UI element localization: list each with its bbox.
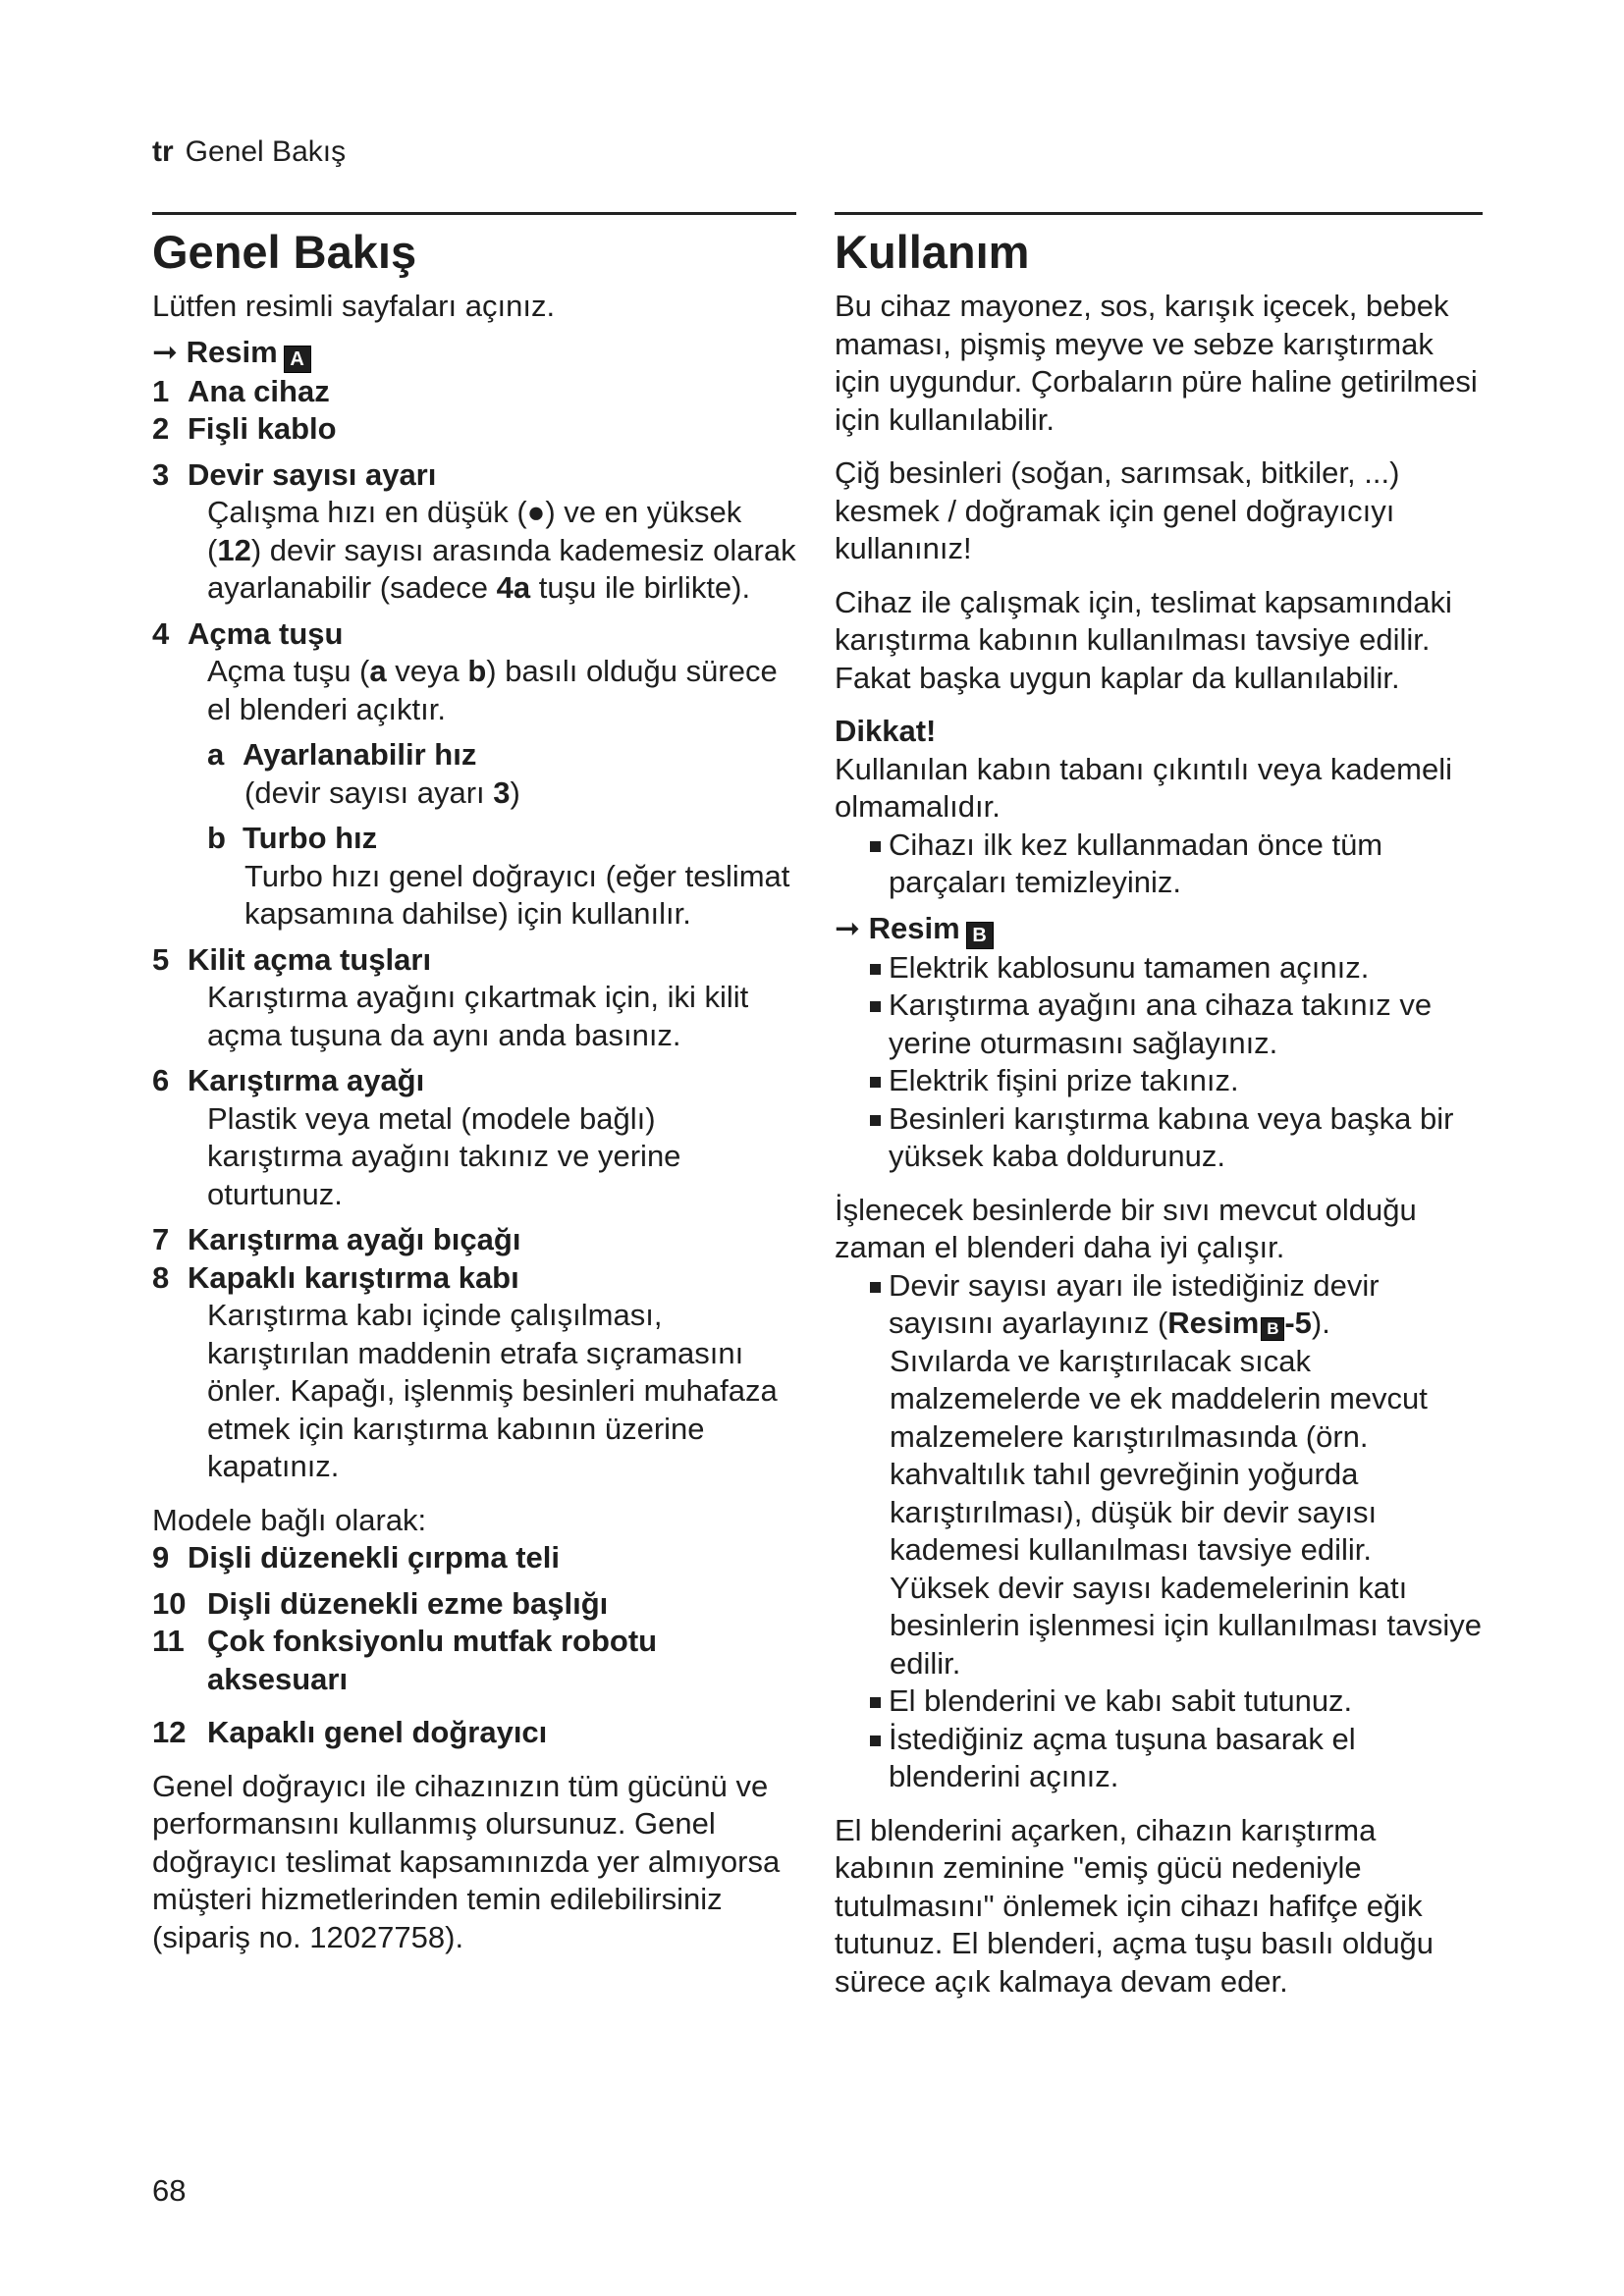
list-item: 5 Kilit açma tuşları xyxy=(152,941,432,977)
sub-item-description: (devir sayısı ayarı 3) xyxy=(244,774,520,810)
bullet-square-icon xyxy=(870,841,881,852)
intro-text: Lütfen resimli sayfaları açınız. xyxy=(152,289,556,323)
bullet-square-icon xyxy=(870,1282,881,1293)
sub-item: a Ayarlanabilir hız xyxy=(207,737,477,772)
bullet-item: Cihazı ilk kez kullanmadan önce tüm parçaları temizleyiniz. xyxy=(835,827,1483,902)
page-header xyxy=(152,135,346,169)
list-item: 10 Dişli düzenekli ezme başlığı xyxy=(152,1585,609,1621)
paragraph: Bu cihaz mayonez, sos, karışık içecek, bebek maması, pişmiş meyve ve sebze karıştırmak için uygundur. Çorbaların püre haline getirilmesi için kullanılabilir. xyxy=(835,289,1478,437)
bullet-continuation: Sıvılarda ve karıştırılacak sıcak malzemelerde ve ek maddelerin mevcut malzemelere karıştırılmasında (örn. kahvaltılık tahıl gevreğinin yoğurda karıştırılması), düşük bir devir sayısı kademesi kullanılması tavsiye edilir. xyxy=(890,1343,1428,1567)
language-code: tr xyxy=(152,135,174,168)
figure-reference: ➞ Resim A xyxy=(152,334,796,373)
bullet-item: Elektrik kablosunu tamamen açınız. xyxy=(835,949,1483,988)
paragraph: Çiğ besinleri (soğan, sarımsak, bitkiler, ...) kesmek / doğramak için genel doğrayıcıyı kullanınız! xyxy=(835,455,1400,565)
list-item: 9 Dişli düzenekli çırpma teli xyxy=(152,1540,561,1575)
paragraph: Cihaz ile çalışmak için, teslimat kapsamındaki karıştırma kabının kullanılması tavsiye edilir. Fakat başka uygun kaplar da kullanılabilir. xyxy=(835,584,1452,695)
bullet-square-icon xyxy=(870,1697,881,1708)
bullet-item: Elektrik fişini prize takınız. xyxy=(835,1062,1483,1100)
item-description: Açma tuşu (a veya b) basılı olduğu sürece el blenderi açıktır. xyxy=(207,654,778,726)
bullet-item: İstediğiniz açma tuşuna basarak el blenderini açınız. xyxy=(835,1721,1483,1796)
item-description: Karıştırma kabı içinde çalışılması, karıştırılan maddenin etrafa sıçramasını önler. Kapağı, işlenmiş besinleri muhafaza etmek için karıştırma kabının üzerine kapatınız. xyxy=(207,1298,778,1483)
item-description: Karıştırma ayağını çıkartmak için, iki kilit açma tuşuna da aynı anda basınız. xyxy=(207,980,749,1052)
list-item: 11 Çok fonksiyonlu mutfak robotu aksesuarı xyxy=(152,1624,658,1696)
section-heading: Genel Bakış xyxy=(152,226,417,278)
paragraph: El blenderini açarken, cihazın karıştırma kabının zeminine "emiş gücü nedeniyle tutulmasını" önlemek için cihazı hafifçe eğik tutunuz. El blenderi, açma tuşu basılı olduğu sürece açık kalmaya devam eder. xyxy=(835,1812,1435,1999)
bullet-square-icon xyxy=(870,1001,881,1012)
bullet-continuation: Yüksek devir sayısı kademelerinin katı besinlerin işlenmesi için kullanılması tavsiye edilir. xyxy=(890,1570,1483,1681)
paragraph: İşlenecek besinlerde bir sıvı mevcut olduğu zaman el blenderi daha iyi çalışır. xyxy=(835,1192,1417,1264)
bullet-square-icon xyxy=(870,964,881,975)
right-column xyxy=(835,212,1483,2001)
list-item: 4 Açma tuşu xyxy=(152,615,344,651)
page-number: 68 xyxy=(152,2173,187,2208)
closing-paragraph: Genel doğrayıcı ile cihazınızın tüm gücünü ve performansını kullanmış olursunuz. Genel doğrayıcı teslimat kapsamınızda yer almıyorsa müşteri hizmetlerinden temin edilebilirsiniz (sipariş no. 12027758). xyxy=(152,1768,781,1954)
list-item: 6 Karıştırma ayağı xyxy=(152,1063,425,1097)
bullet-square-icon xyxy=(870,1115,881,1126)
item-description: Çalışma hızı en düşük (●) ve en yüksek (12) devir sayısı arasında kademesiz olarak ayarlanabilir (sadece 4a tuşu ile birlikte). xyxy=(207,495,796,605)
bullet-item: Besinleri karıştırma kabına veya başka bir yüksek kaba doldurunuz. xyxy=(835,1100,1483,1176)
column-rule xyxy=(835,212,1483,215)
arrow-right-icon: ➞ xyxy=(152,334,187,369)
caution-text: Kullanılan kabın tabanı çıkıntılı veya kademeli olmamalıdır. xyxy=(835,751,1452,824)
header-title: Genel Bakış xyxy=(185,135,347,168)
figure-letter-badge: B xyxy=(1261,1317,1284,1341)
left-column xyxy=(152,212,796,1956)
list-item: 2 Fişli kablo xyxy=(152,411,337,446)
arrow-right-icon: ➞ xyxy=(835,910,869,945)
sub-item: b Turbo hız xyxy=(207,821,378,855)
bullet-square-icon xyxy=(870,1077,881,1088)
sub-item-description: Turbo hızı genel doğrayıcı (eğer teslimat kapsamına dahilse) için kullanılır. xyxy=(244,858,790,931)
bullet-square-icon xyxy=(870,1735,881,1746)
figure-letter-badge: A xyxy=(284,346,311,373)
model-note: Modele bağlı olarak: xyxy=(152,1502,427,1537)
list-item: 7 Karıştırma ayağı bıçağı xyxy=(152,1222,521,1256)
list-item: 12 Kapaklı genel doğrayıcı xyxy=(152,1715,548,1749)
bullet-item: Devir sayısı ayarı ile istediğiniz devir sayısını ayarlayınız (Resim B -5). xyxy=(835,1267,1483,1343)
list-item: 8 Kapaklı karıştırma kabı xyxy=(152,1259,519,1295)
column-rule xyxy=(152,212,796,215)
bullet-item: Karıştırma ayağını ana cihaza takınız ve yerine oturmasını sağlayınız. xyxy=(835,987,1483,1062)
figure-letter-badge: B xyxy=(966,922,994,949)
item-description: Plastik veya metal (modele bağlı) karıştırma ayağını takınız ve yerine oturtunuz. xyxy=(207,1100,681,1211)
section-heading: Kullanım xyxy=(835,226,1030,278)
bullet-item: El blenderini ve kabı sabit tutunuz. xyxy=(835,1682,1483,1721)
list-item: 3 Devir sayısı ayarı xyxy=(152,456,437,492)
list-item: 1 Ana cihaz xyxy=(152,373,330,408)
figure-reference: ➞ Resim B xyxy=(835,910,1483,949)
caution-title: Dikkat! xyxy=(835,714,937,748)
